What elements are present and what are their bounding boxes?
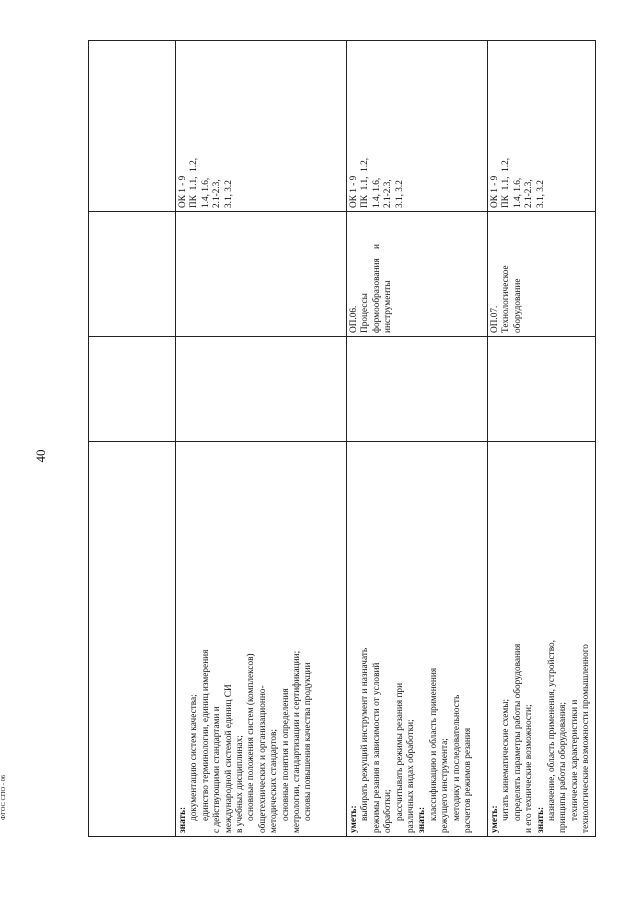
competency-code-line: ПК 1.1, 1.2, (189, 157, 200, 208)
discipline-line: оборудование (512, 278, 523, 333)
discipline-line: Процессы (360, 293, 371, 333)
text-line: выбирать режущий инструмент и назначать (360, 647, 371, 821)
competency-code-line: 3.1, 3.2 (394, 180, 405, 208)
competency-code-line: 3.1, 3.2 (223, 180, 234, 208)
competency-code-line: 2.1-2.3, (383, 179, 394, 208)
section-heading: знать: (535, 806, 546, 833)
text-line: режимы резания в зависимости от условий (371, 662, 382, 833)
text-line: в учебных дисциплинах; (235, 735, 246, 833)
competency-code-line: 2.1-2.3, (212, 179, 223, 208)
table-row (89, 41, 176, 837)
text-line: общетехнических и организационно- (257, 685, 268, 833)
discipline-line: инструменты (383, 280, 394, 333)
text-line: обработки; (383, 789, 394, 833)
competency-codes-cell (89, 41, 176, 212)
discipline-cell (347, 212, 488, 337)
table-row (347, 41, 488, 837)
competency-code-line: 1.4, 1.6, (200, 177, 211, 208)
skills-knowledge-cell (488, 442, 596, 837)
competency-codes-cell (488, 41, 596, 212)
discipline-cell (488, 212, 596, 337)
section-heading: знать: (417, 806, 428, 833)
text-line: документацию систем качества; (189, 694, 200, 821)
empty-cell (347, 337, 488, 442)
skills-knowledge-cell (89, 442, 176, 837)
text-line: классификацию и область применения (428, 667, 439, 821)
text-line: рассчитывать режимы резания при (394, 682, 405, 821)
text-line: основные положения систем (комплексов) (246, 653, 257, 821)
section-heading: уметь: (490, 805, 500, 833)
text-line: читать кинематические схемы; (501, 698, 512, 821)
skills-knowledge-cell (176, 442, 347, 837)
section-heading: уметь: (349, 805, 359, 833)
empty-cell (176, 337, 347, 442)
text-line: международной системой единиц СИ (223, 684, 234, 833)
text-line: определять параметры работы оборудования (512, 643, 523, 821)
text-line: технологические возможности промышленного (581, 644, 592, 833)
text-line: назначение, область применения, устройство, (547, 640, 558, 821)
competency-code-line: ОК 1 - 9 (490, 175, 500, 208)
section-heading: знать: (178, 806, 188, 833)
text-line: основные понятия и определения (280, 688, 291, 821)
competency-code-line: 1.4, 1.6, (371, 177, 382, 208)
text-line: различных видах обработки; (406, 719, 417, 833)
competency-codes-cell (347, 41, 488, 212)
skills-knowledge-cell (347, 442, 488, 837)
empty-cell (488, 337, 596, 442)
discipline-cell (89, 212, 176, 337)
discipline-line: ОП.07. (490, 305, 500, 333)
text-line: расчетов режимов резания (463, 727, 474, 833)
text-line: режущего инструмента; (440, 738, 451, 833)
competency-code-line: 1.4, 1.6, (512, 177, 523, 208)
text-line: с действующими стандартами и (212, 706, 223, 833)
text-line: методику и последовательность (451, 694, 462, 821)
text-line: методических стандартов; (269, 728, 280, 833)
text-line: единство терминологии, единиц измерения (200, 649, 211, 821)
discipline-line: Технологическое (501, 265, 512, 333)
competency-code-line: ОК 1 - 9 (349, 175, 359, 208)
competency-code-line: ПК 1.1, 1.2, (360, 157, 371, 208)
page-number: 40 (33, 449, 48, 463)
text-line: метрологии, стандартизации и сертификации; (292, 650, 303, 833)
discipline-line: ОП.06. (349, 305, 359, 333)
competency-code-line: 2.1-2.3, (524, 179, 535, 208)
competency-code-line: 3.1, 3.2 (535, 180, 546, 208)
table-row (176, 41, 347, 837)
text-line: принципы работы оборудования; (558, 702, 569, 833)
text-line: технические характеристики и (569, 699, 580, 821)
text-line: и его технические возможности; (524, 704, 535, 833)
table-row (488, 41, 596, 837)
discipline-line: формообразования и (371, 243, 382, 333)
footer-document-code: ФГОС СПО - 06 (0, 774, 7, 820)
competency-code-line: ПК 1.1, 1.2, (501, 157, 512, 208)
competency-codes-cell (176, 41, 347, 212)
discipline-cell (176, 212, 347, 337)
rotated-table-wrapper (88, 61, 592, 837)
competency-code-line: ОК 1 - 9 (178, 175, 188, 208)
text-line: основы повышения качества продукции (303, 662, 314, 821)
competency-table (88, 40, 596, 837)
empty-cell (89, 337, 176, 442)
